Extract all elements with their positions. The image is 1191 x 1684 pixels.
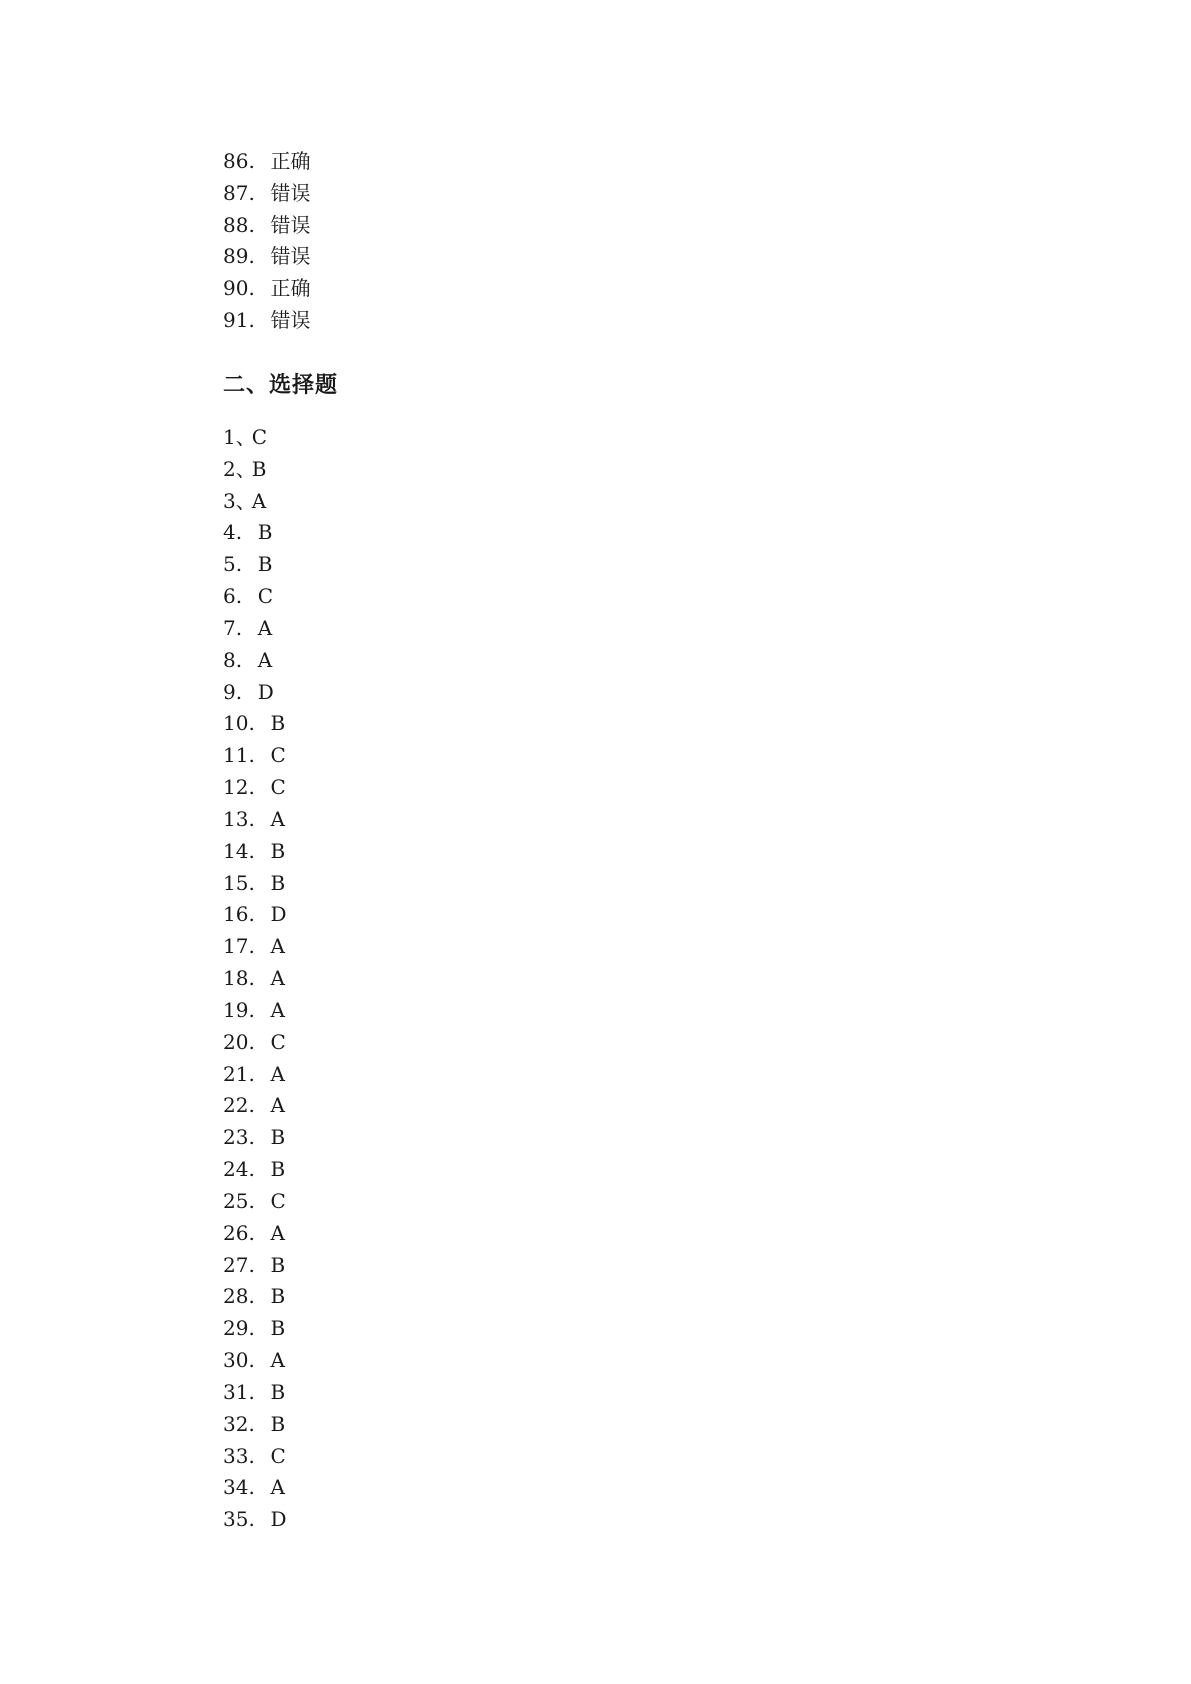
answer-item — [223, 1027, 287, 1059]
answer-item — [223, 1409, 287, 1441]
question-number: 17 — [223, 934, 249, 959]
answer-text: B — [270, 1379, 286, 1404]
answer-text: 错误 — [270, 244, 311, 269]
question-number: 86 — [223, 149, 249, 173]
answer-text: D — [257, 679, 274, 704]
number-separator: . — [248, 307, 255, 332]
answer-text: B — [270, 1411, 286, 1436]
answer-item — [223, 1345, 287, 1377]
question-number: 90 — [223, 276, 249, 301]
question-number: 29 — [223, 1316, 249, 1341]
answer-text: C — [270, 1188, 286, 1213]
number-separator: . — [248, 870, 255, 895]
question-number: 1 — [223, 425, 236, 449]
number-separator: 、 — [235, 456, 256, 481]
answer-text: B — [257, 520, 273, 545]
answer-item — [223, 1504, 287, 1536]
answer-text: A — [257, 615, 273, 640]
true-false-answer-list — [223, 146, 310, 337]
number-separator: . — [248, 1093, 255, 1118]
answer-text: B — [270, 838, 286, 863]
question-number: 15 — [223, 870, 249, 895]
question-number: 5 — [223, 552, 236, 577]
answer-text: C — [270, 775, 286, 800]
number-separator: . — [235, 679, 243, 704]
question-number: 35 — [223, 1507, 249, 1532]
answer-item — [223, 1186, 287, 1218]
number-separator: . — [248, 1125, 255, 1150]
answer-item — [223, 613, 287, 645]
question-number: 2 — [223, 456, 236, 481]
question-number: 13 — [223, 806, 249, 831]
question-number: 14 — [223, 838, 249, 863]
number-separator: . — [248, 149, 255, 173]
answer-item — [223, 995, 287, 1027]
number-separator: . — [248, 838, 255, 863]
answer-item — [223, 1218, 287, 1250]
answer-item — [223, 146, 310, 178]
answer-text: A — [270, 997, 285, 1022]
answer-item — [223, 1059, 287, 1091]
number-separator: 、 — [235, 425, 256, 449]
answer-text: B — [270, 1125, 286, 1150]
answer-text: 正确 — [270, 149, 311, 173]
question-number: 18 — [223, 966, 249, 991]
question-number: 12 — [223, 775, 249, 800]
number-separator: . — [248, 966, 255, 991]
answer-item — [223, 677, 287, 709]
answer-item — [223, 931, 287, 963]
question-number: 91 — [223, 307, 249, 332]
answer-item — [223, 210, 310, 242]
answer-text: A — [270, 1061, 285, 1086]
answer-item — [223, 549, 287, 581]
answer-text: A — [270, 966, 285, 991]
answer-item — [223, 178, 310, 210]
number-separator: . — [248, 1284, 255, 1309]
number-separator: . — [235, 520, 243, 545]
answer-text: A — [270, 934, 285, 959]
answer-item — [223, 241, 310, 273]
number-separator: . — [248, 743, 255, 768]
answer-text: A — [257, 647, 273, 672]
answer-item — [223, 581, 287, 613]
number-separator: . — [248, 1157, 255, 1182]
answer-text: D — [270, 902, 287, 927]
answer-text: 错误 — [270, 307, 311, 332]
answer-text: C — [270, 1443, 286, 1468]
number-separator: . — [248, 1188, 255, 1213]
question-number: 24 — [223, 1157, 249, 1182]
question-number: 31 — [223, 1379, 249, 1404]
number-separator: . — [248, 934, 255, 959]
answer-item — [223, 1313, 287, 1345]
number-separator: . — [248, 1252, 255, 1277]
number-separator: . — [235, 552, 243, 577]
number-separator: . — [235, 584, 243, 609]
number-separator: . — [248, 711, 255, 736]
question-number: 21 — [223, 1061, 249, 1086]
number-separator: . — [248, 180, 255, 205]
number-separator: . — [248, 276, 255, 301]
answer-item — [223, 1472, 287, 1504]
answer-item — [223, 1377, 287, 1409]
answer-text: B — [270, 1316, 286, 1341]
number-separator: . — [248, 1443, 255, 1468]
answer-item — [223, 963, 287, 995]
number-separator: 、 — [235, 488, 256, 513]
section-title: 二、选择题 — [223, 373, 339, 398]
answer-text: D — [270, 1507, 287, 1532]
question-number: 23 — [223, 1125, 249, 1150]
answer-item — [223, 273, 310, 305]
answer-item — [223, 868, 287, 900]
number-separator: . — [248, 1061, 255, 1086]
answer-item — [223, 708, 287, 740]
answer-item — [223, 486, 287, 518]
number-separator: . — [248, 1475, 255, 1500]
question-number: 7 — [223, 615, 236, 640]
question-number: 11 — [223, 743, 249, 768]
answer-text: A — [251, 488, 267, 513]
answer-item — [223, 517, 287, 549]
number-separator: . — [248, 1507, 255, 1532]
answer-text: 错误 — [270, 212, 311, 237]
answer-item — [223, 1281, 287, 1313]
number-separator: . — [248, 1029, 255, 1054]
answer-text: A — [270, 1093, 285, 1118]
question-number: 28 — [223, 1284, 249, 1309]
answer-text: C — [270, 743, 286, 768]
answer-text: B — [270, 1252, 286, 1277]
answer-item — [223, 1090, 287, 1122]
answer-text: B — [270, 1284, 286, 1309]
answer-item — [223, 1154, 287, 1186]
answer-item — [223, 422, 287, 454]
choice-answer-list — [223, 422, 287, 1536]
question-number: 89 — [223, 244, 249, 269]
question-number: 22 — [223, 1093, 249, 1118]
answer-item — [223, 645, 287, 677]
answer-text: 正确 — [270, 276, 311, 301]
answer-text: C — [270, 1029, 286, 1054]
answer-item — [223, 804, 287, 836]
question-number: 19 — [223, 997, 249, 1022]
question-number: 10 — [223, 711, 249, 736]
answer-item — [223, 1250, 287, 1282]
question-number: 32 — [223, 1411, 249, 1436]
answer-text: A — [270, 806, 285, 831]
answer-text: B — [270, 870, 286, 895]
number-separator: . — [248, 1316, 255, 1341]
answer-item — [223, 1122, 287, 1154]
question-number: 4 — [223, 520, 236, 545]
number-separator: . — [248, 1411, 255, 1436]
number-separator: . — [248, 244, 255, 269]
answer-item — [223, 454, 287, 486]
question-number: 20 — [223, 1029, 249, 1054]
number-separator: . — [248, 212, 255, 237]
question-number: 8 — [223, 647, 236, 672]
answer-text: B — [257, 552, 273, 577]
number-separator: . — [248, 997, 255, 1022]
answer-item — [223, 772, 287, 804]
answer-text: A — [270, 1348, 285, 1373]
question-number: 34 — [223, 1475, 249, 1500]
number-separator: . — [248, 1379, 255, 1404]
question-number: 30 — [223, 1348, 249, 1373]
number-separator: . — [235, 615, 243, 640]
answer-text: B — [270, 1157, 286, 1182]
number-separator: . — [235, 647, 243, 672]
answer-text: C — [251, 425, 268, 449]
question-number: 88 — [223, 212, 249, 237]
number-separator: . — [248, 775, 255, 800]
answer-text: C — [257, 584, 274, 609]
answer-item — [223, 1441, 287, 1473]
answer-text: A — [270, 1220, 285, 1245]
question-number: 26 — [223, 1220, 249, 1245]
number-separator: . — [248, 1348, 255, 1373]
question-number: 33 — [223, 1443, 249, 1468]
question-number: 3 — [223, 488, 236, 513]
question-number: 9 — [223, 679, 236, 704]
answer-item — [223, 740, 287, 772]
answer-text: B — [270, 711, 286, 736]
answer-item — [223, 305, 310, 337]
number-separator: . — [248, 806, 255, 831]
question-number: 27 — [223, 1252, 249, 1277]
question-number: 6 — [223, 584, 236, 609]
answer-text: A — [270, 1475, 285, 1500]
answer-item — [223, 899, 287, 931]
answer-item — [223, 836, 287, 868]
number-separator: . — [248, 1220, 255, 1245]
answer-text: 错误 — [270, 180, 311, 205]
question-number: 16 — [223, 902, 249, 927]
question-number: 25 — [223, 1188, 249, 1213]
question-number: 87 — [223, 180, 249, 205]
number-separator: . — [248, 902, 255, 927]
answer-text: B — [251, 456, 267, 481]
